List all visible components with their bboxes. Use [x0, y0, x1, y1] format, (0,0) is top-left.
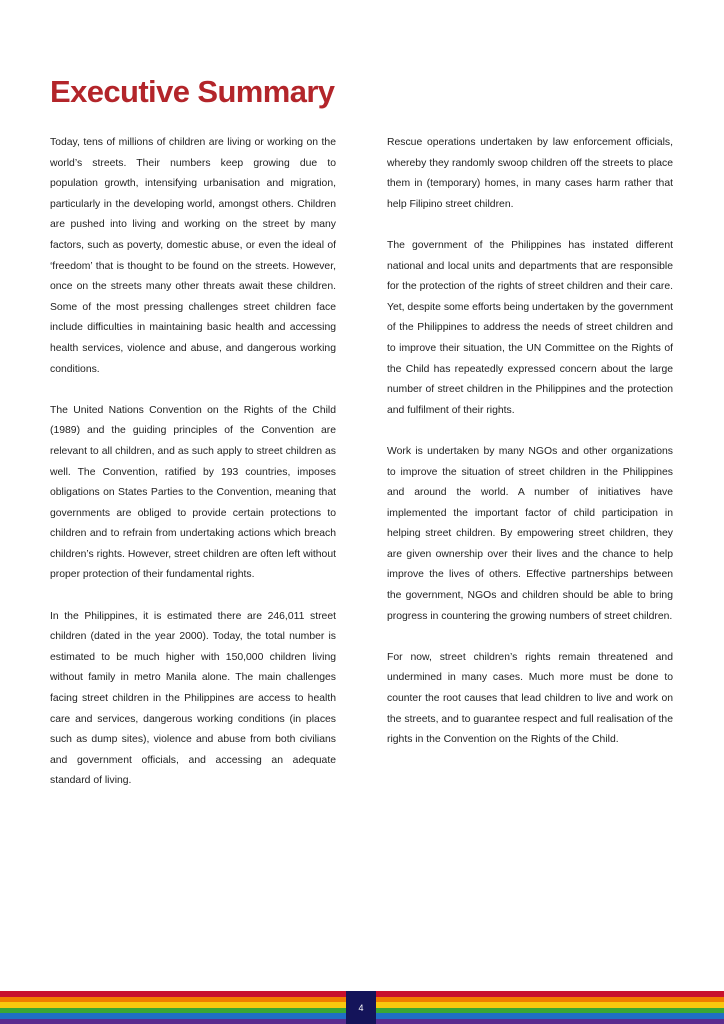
right-column [387, 133, 673, 771]
paragraph: The United Nations Convention on the Rights of the Child (1989) and the guiding principles of the Convention are relevant to all children, and as such apply to street children as well. The Convention, ratified by 193 countries, imposes obligations on States Parties to the Convention, meaning that governments are obliged to provide certain protections to children and to refrain from undertaking actions which breach children’s rights. However, street children are often left without proper protection of their fundamental rights. [50, 404, 336, 581]
paragraph: For now, street children’s rights remain threatened and undermined in many cases. Much more must be done to counter the root causes that lead children to live and work on the streets, and to guarantee respect and full realisation of the rights in the Convention on the Rights of the Child. [387, 651, 673, 746]
page-number [346, 991, 376, 1024]
page-title: Executive Summary [50, 74, 335, 109]
paragraph: The government of the Philippines has instated different national and local units and departments that are responsible for the protection of the rights of street children and their care. Yet, despite some efforts being undertaken by the government of the Philippines to address the needs of street children and to improve their situation, the UN Committee on the Rights of the Child has repeatedly expressed concern about the large number of street children in the Philippines and the protection and fulfilment of their rights. [387, 239, 673, 416]
paragraph: Work is undertaken by many NGOs and other organizations to improve the situation of street children in the Philippines and around the world. A number of initiatives have implemented the important factor of child participation in helping street children. By empowering street children, they are given ownership over their lives and the chance to help improve the lives of others. Effective partnerships between the government, NGOs and children should be able to bring progress in countering the growing numbers of street children. [387, 445, 673, 622]
paragraph: In the Philippines, it is estimated there are 246,011 street children (dated in the year 2000). Today, the total number is estimated to be much higher with 150,000 children living without family in metro Manila alone. The main challenges facing street children in the Philippines are access to health care and services, dangerous working conditions (in places such as dump sites), violence and abuse from both civilians and government officials, and accessing an adequate standard of living. [50, 610, 336, 787]
left-column [50, 133, 336, 813]
page-number-label: 4 [358, 1002, 364, 1013]
paragraph: Today, tens of millions of children are living or working on the world’s streets. Their numbers keep growing due to population growth, intensifying urbanisation and migration, particularly in the developing world, amongst others. Children are pushed into living and working on the street by many factors, such as poverty, domestic abuse, or even the ideal of ‘freedom’ that is thought to be found on the streets. However, once on the streets many other threats await these children. Some of the most pressing challenges street children face include difficulties in maintaining basic health and accessing health services, violence and abuse, and dangerous working conditions. [50, 137, 336, 375]
paragraph: Rescue operations undertaken by law enforcement officials, whereby they randomly swoop children off the streets to place them in (temporary) homes, in many cases harm rather that help Filipino street children. [387, 137, 673, 210]
